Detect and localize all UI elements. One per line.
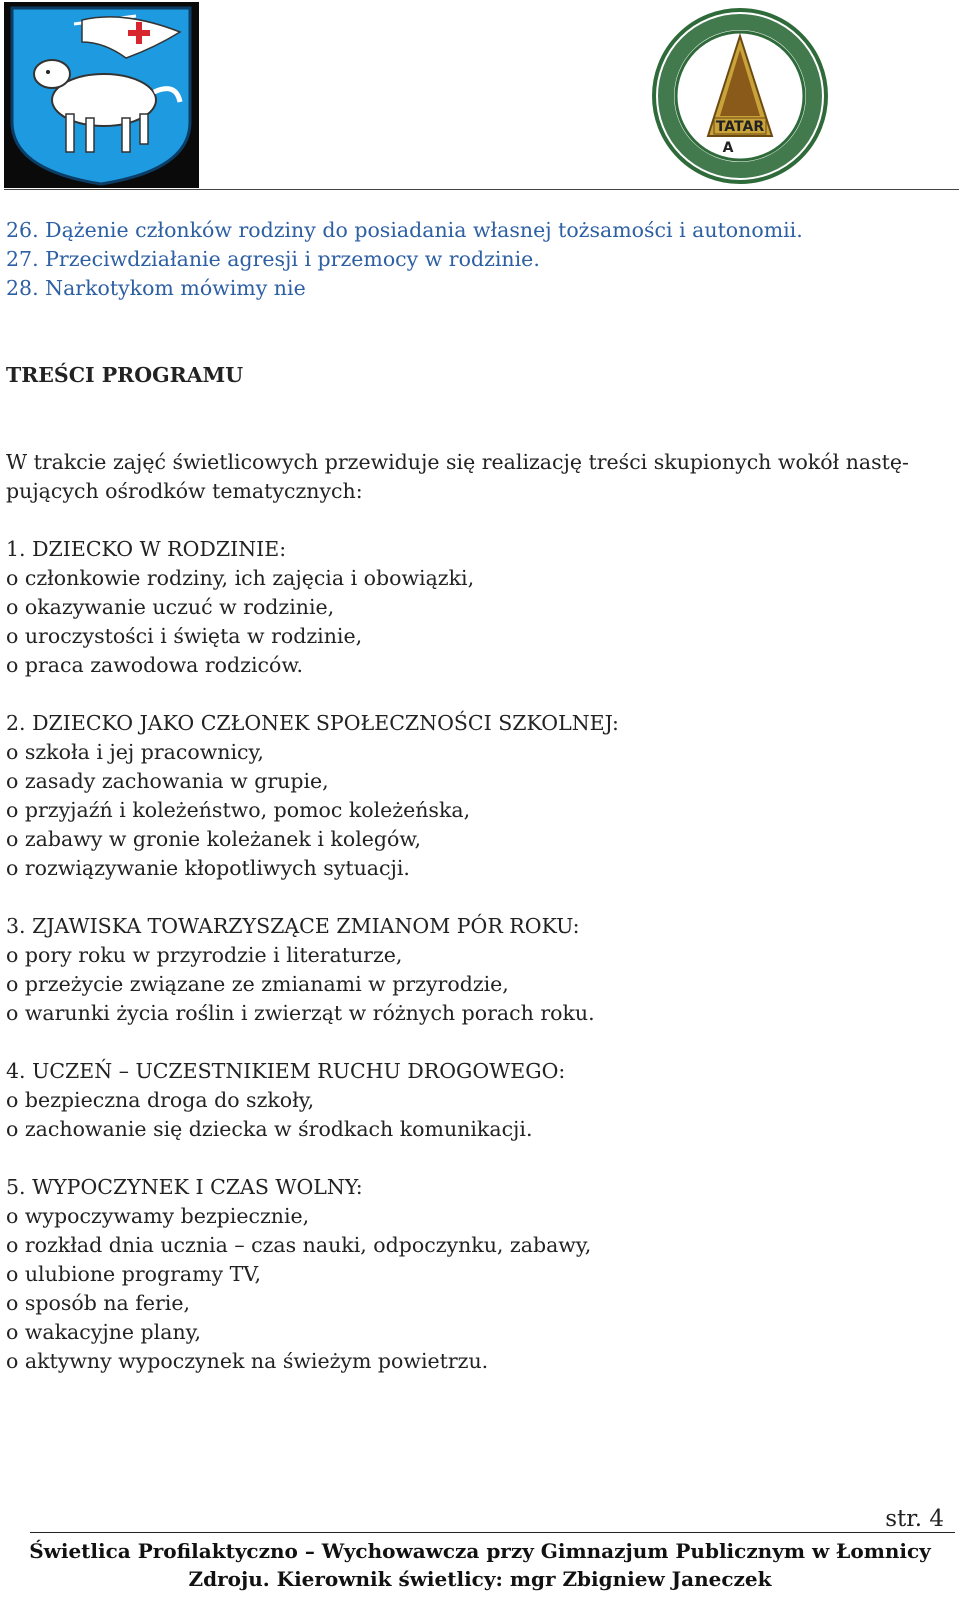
footer-line: Świetlica Profilaktyczno – Wychowawcza przy Gimnazjum Publicznym w Łomnicy xyxy=(29,1539,931,1563)
seal-center-letter: A xyxy=(722,140,734,156)
topic-item: o przeżycie związane ze zmianami w przyrodzie, xyxy=(6,972,509,996)
topic-item: o aktywny wypoczynek na świeżym powietrzu. xyxy=(6,1349,489,1373)
topic-item: o przyjaźń i koleżeństwo, pomoc koleżeńska, xyxy=(6,798,471,822)
intro-list-item: 28. Narkotykom mówimy nie xyxy=(6,276,306,300)
topic-heading: 3. ZJAWISKA TOWARZYSZĄCE ZMIANOM PÓR ROKU: xyxy=(6,914,580,938)
topic-section xyxy=(6,1057,954,1144)
seal-center-text: TATAR xyxy=(715,119,765,135)
topic-item: o szkoła i jej pracownicy, xyxy=(6,740,264,764)
intro-list-item: 27. Przeciwdziałanie agresji i przemocy w rodzinie. xyxy=(6,247,540,271)
intro-list-item: 26. Dążenie członków rodziny do posiadania własnej tożsamości i autonomii. xyxy=(6,218,803,242)
topic-section xyxy=(6,912,954,1028)
header-divider xyxy=(4,189,959,190)
intro-paragraph-line: pujących ośrodków tematycznych: xyxy=(6,479,363,503)
topic-section xyxy=(6,535,954,680)
topic-item: o rozkład dnia ucznia – czas nauki, odpoczynku, zabawy, xyxy=(6,1233,592,1257)
topic-section xyxy=(6,709,954,883)
topic-heading: 2. DZIECKO JAKO CZŁONEK SPOŁECZNOŚCI SZKOLNEJ: xyxy=(6,711,619,735)
topic-item: o pory roku w przyrodzie i literaturze, xyxy=(6,943,403,967)
intro-paragraph-line: W trakcie zajęć świetlicowych przewiduje się realizację treści skupionych wokół nastę- xyxy=(6,450,909,474)
topic-item: o uroczystości i święta w rodzinie, xyxy=(6,624,363,648)
topic-item: o ulubione programy TV, xyxy=(6,1262,262,1286)
page-body xyxy=(6,216,954,1376)
topic-item: o rozwiązywanie kłopotliwych sytuacji. xyxy=(6,856,410,880)
topic-item: o warunki życia roślin i zwierząt w różnych porach roku. xyxy=(6,1001,595,1025)
topic-heading: 5. WYPOCZYNEK I CZAS WOLNY: xyxy=(6,1175,363,1199)
page-number: str. 4 xyxy=(885,1506,944,1532)
coat-of-arms-logo xyxy=(4,2,199,188)
topic-item: o sposób na ferie, xyxy=(6,1291,191,1315)
topic-heading: 1. DZIECKO W RODZINIE: xyxy=(6,537,287,561)
topic-item: o wakacyjne plany, xyxy=(6,1320,202,1344)
topic-item: o okazywanie uczuć w rodzinie, xyxy=(6,595,335,619)
topic-heading: 4. UCZEŃ – UCZESTNIKIEM RUCHU DROGOWEGO: xyxy=(6,1059,566,1083)
topic-item: o bezpieczna droga do szkoły, xyxy=(6,1088,315,1112)
footer-divider xyxy=(30,1532,955,1533)
page-header xyxy=(0,0,960,192)
topic-item: o zachowanie się dziecka w środkach komunikacji. xyxy=(6,1117,533,1141)
footer-line: Zdroju. Kierownik świetlicy: mgr Zbigniew Janeczek xyxy=(188,1567,772,1591)
topic-item: o zasady zachowania w grupie, xyxy=(6,769,329,793)
school-seal-logo xyxy=(650,6,830,186)
topic-item: o członkowie rodziny, ich zajęcia i obowiązki, xyxy=(6,566,475,590)
section-title: TREŚCI PROGRAMU xyxy=(6,363,244,387)
topic-item: o praca zawodowa rodziców. xyxy=(6,653,303,677)
topic-section xyxy=(6,1173,954,1376)
topic-item: o zabawy w gronie koleżanek i kolegów, xyxy=(6,827,421,851)
topic-item: o wypoczywamy bezpiecznie, xyxy=(6,1204,310,1228)
